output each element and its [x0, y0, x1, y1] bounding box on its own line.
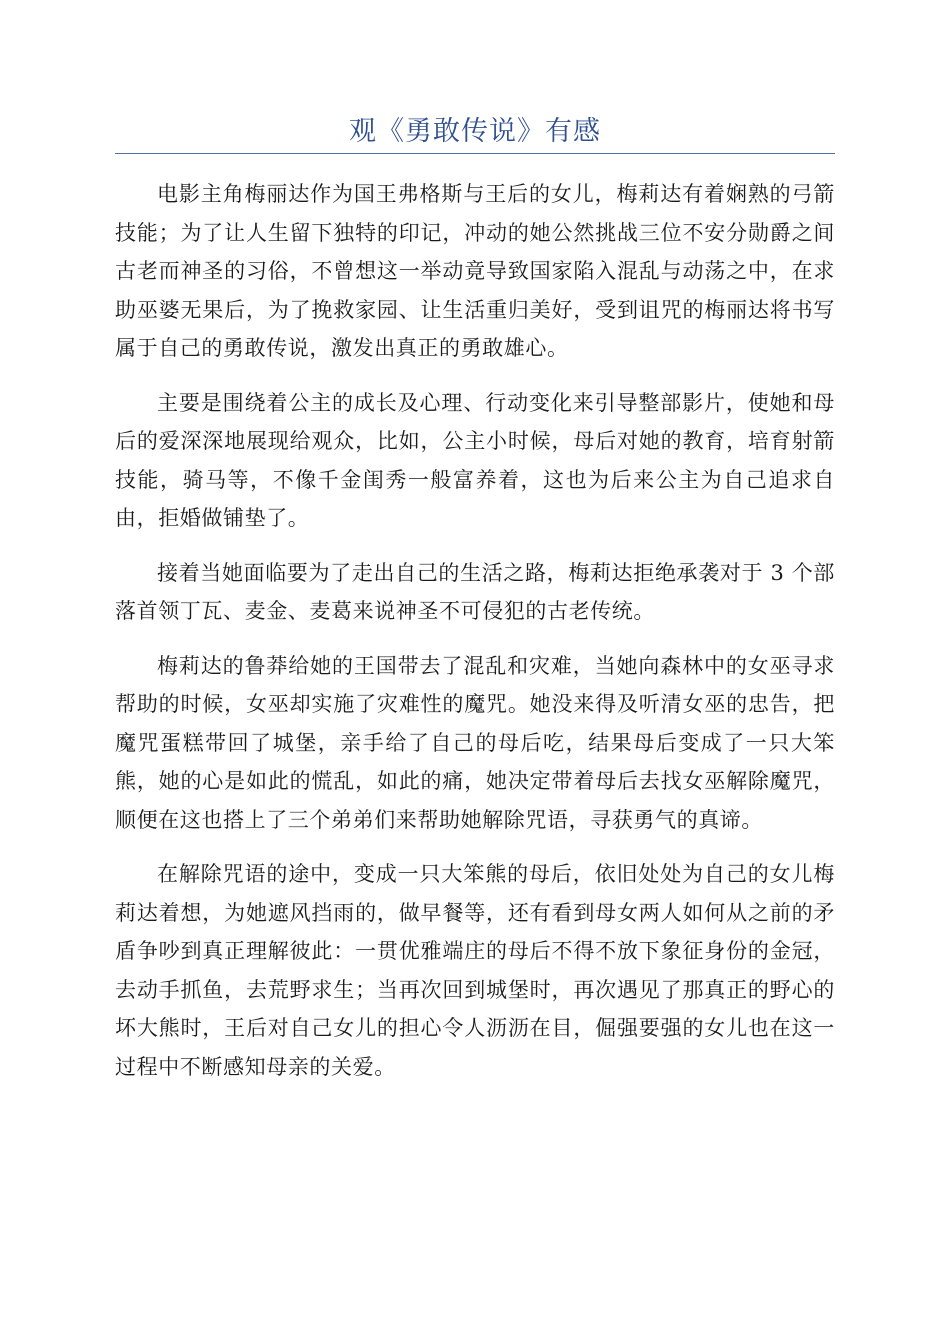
paragraph-5: 在解除咒语的途中，变成一只大笨熊的母后，依旧处处为自己的女儿梅莉达着想，为她遮风挡雨的，做早餐等，还有看到母女两人如何从之前的矛盾争吵到真正理解彼此：一贯优雅端庄的母后不得不放下象征身份的金冠，去动手抓鱼，去荒野求生；当再次回到城堡时，再次遇见了那真正的野心的坏大熊时，王后对自己女儿的担心令人沥沥在目，倔强要强的女儿也在这一过程中不断感知母亲的关爱。: [115, 862, 835, 1079]
document-body: [115, 175, 835, 1102]
document-title: 观《勇敢传说》有感: [349, 116, 601, 147]
paragraph-1: 电影主角梅丽达作为国王弗格斯与王后的女儿，梅莉达有着娴熟的弓箭技能；为了让人生留下独特的印记，冲动的她公然挑战三位不安分勋爵之间古老而神圣的习俗，不曾想这一举动竟导致国家陷入混乱与动荡之中，在求助巫婆无果后，为了挽救家园、让生活重归美好，受到诅咒的梅丽达将书写属于自己的勇敢传说，激发出真正的勇敢雄心。: [115, 182, 835, 360]
paragraph-3: 接着当她面临要为了走出自己的生活之路，梅莉达拒绝承袭对于 3 个部落首领丁瓦、麦金、麦葛来说神圣不可侵犯的古老传统。: [115, 560, 835, 623]
paragraph-4: 梅莉达的鲁莽给她的王国带去了混乱和灾难，当她向森林中的女巫寻求帮助的时候，女巫却实施了灾难性的魔咒。她没来得及听清女巫的忠告，把魔咒蛋糕带回了城堡，亲手给了自己的母后吃，结果母后变成了一只大笨熊，她的心是如此的慌乱，如此的痛，她决定带着母后去找女巫解除魔咒，顺便在这也搭上了三个弟弟们来帮助她解除咒语，寻获勇气的真谛。: [115, 653, 835, 832]
paragraph-2: 主要是围绕着公主的成长及心理、行动变化来引导整部影片，使她和母后的爱深深地展现给观众，比如，公主小时候，母后对她的教育，培育射箭技能，骑马等，不像千金闺秀一般富养着，这也为后来公主为自己追求自由，拒婚做铺垫了。: [115, 390, 835, 530]
title-underline: [115, 153, 835, 154]
